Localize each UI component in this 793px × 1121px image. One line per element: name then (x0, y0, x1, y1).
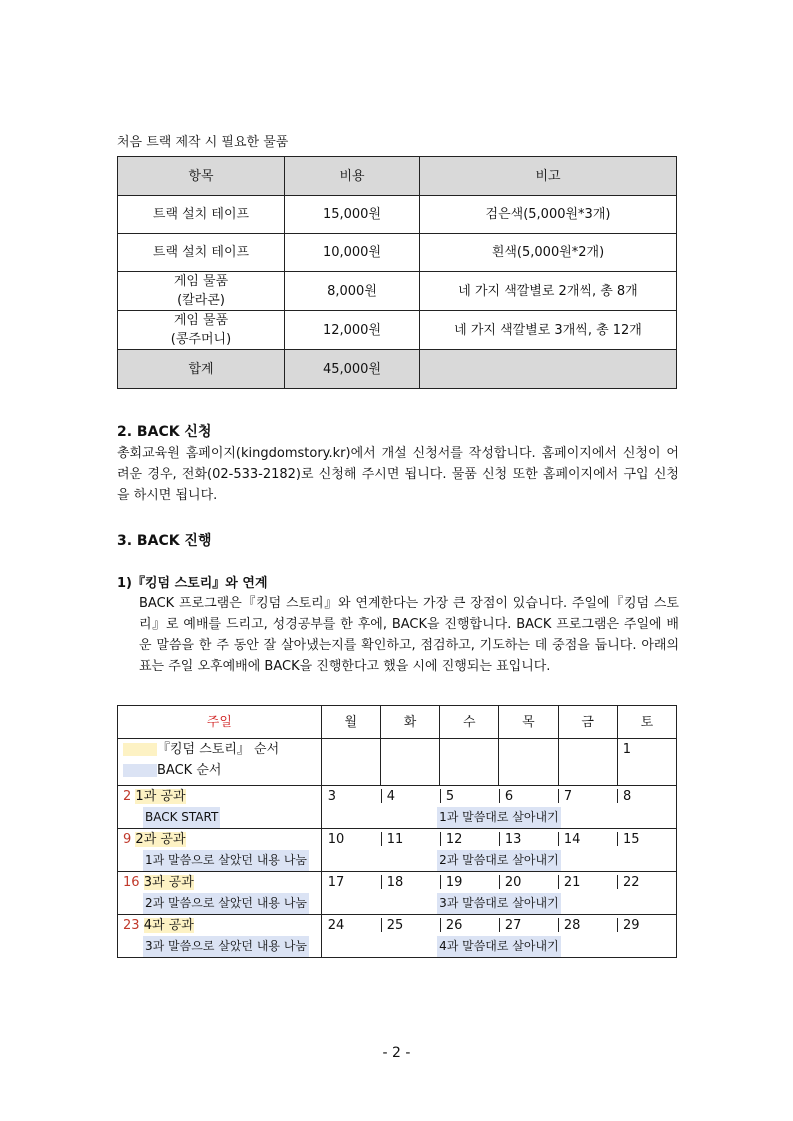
empty-cell (440, 739, 499, 786)
week-row (118, 915, 677, 958)
lesson-label: 2과 공과 (135, 832, 186, 847)
weekly-practice: 3과 말씀대로 살아내기 (437, 893, 561, 914)
section-heading-apply: 2. BACK 신청 (117, 424, 212, 440)
total-row (118, 350, 677, 389)
lesson-label: 4과 공과 (143, 918, 194, 933)
weekly-practice: 1과 말씀대로 살아내기 (437, 807, 561, 828)
table-row (118, 272, 677, 311)
header-item: 항목 (118, 157, 285, 196)
sunday-date: 2 (123, 789, 132, 804)
back-activity: BACK START (143, 807, 220, 828)
cost-cell: 12,000원 (285, 311, 420, 350)
header-monday: 월 (321, 706, 380, 739)
header-saturday: 토 (617, 706, 676, 739)
week-row (118, 786, 677, 829)
subsection-body: BACK 프로그램은『킹덤 스토리』와 연계한다는 가장 큰 장점이 있습니다. 주일에『킹덤 스토리』로 예배를 드리고, 성경공부를 한 후에, BACK을 진행합니다. BACK 프로그램은 주일에 배운 말씀을 한 주 동안 잘 살아냈는지를 확인하고, 점검하고, 기도하는 데 중점을 둡니다. 아래의 표는 주일 오후예배에 BACK을 진행한다고 했을 시에 진행되는 표입니다. (139, 596, 679, 674)
table-row (118, 196, 677, 234)
note-cell: 검은색(5,000원*3개) (420, 196, 677, 234)
item-cell: 트랙 설치 테이프 (118, 234, 285, 272)
blue-swatch (123, 764, 157, 777)
total-label: 합계 (118, 350, 285, 389)
empty-cell (499, 739, 558, 786)
item-cell: 트랙 설치 테이프 (118, 196, 285, 234)
header-sunday: 주일 (118, 706, 322, 739)
sunday-date: 9 (123, 832, 132, 847)
header-tuesday: 화 (380, 706, 439, 739)
note-cell: 네 가지 색깔별로 3개씩, 총 12개 (420, 311, 677, 350)
legend-cell (118, 739, 322, 786)
weekly-practice: 4과 말씀대로 살아내기 (437, 936, 561, 957)
legend-back: BACK 순서 (157, 763, 222, 778)
schedule-table (117, 705, 677, 958)
cost-table (117, 156, 677, 389)
section-body-apply: 총회교육원 홈페이지(kingdomstory.kr)에서 개설 신청서를 작성합니다. 홈페이지에서 신청이 어려운 경우, 전화(02-533-2182)로 신청해 주시면 됩니다. 물품 신청 또한 홈페이지에서 구입 신청을 하시면 됩니다. (117, 446, 679, 503)
section-heading-progress: 3. BACK 진행 (117, 533, 212, 549)
header-cost: 비용 (285, 157, 420, 196)
lesson-label: 1과 공과 (135, 789, 186, 804)
sunday-date: 16 (123, 875, 140, 890)
week-row (118, 872, 677, 915)
header-wednesday: 수 (440, 706, 499, 739)
weekday-cell: 10 11 12 13 14 15 2과 말씀대로 살아내기 (321, 829, 676, 872)
cost-cell: 15,000원 (285, 196, 420, 234)
sunday-cell (118, 829, 322, 872)
weekly-practice: 2과 말씀대로 살아내기 (437, 850, 561, 871)
cost-cell: 8,000원 (285, 272, 420, 311)
header-friday: 금 (558, 706, 617, 739)
weekday-cell: 17 18 19 20 21 22 3과 말씀대로 살아내기 (321, 872, 676, 915)
empty-cell (321, 739, 380, 786)
empty-cell (380, 739, 439, 786)
cost-cell: 10,000원 (285, 234, 420, 272)
item-cell: 게임 물품 (콩주머니) (118, 311, 285, 350)
saturday-date: 1 (617, 739, 676, 786)
back-activity: 3과 말씀으로 살았던 내용 나눔 (143, 936, 309, 957)
empty-cell (558, 739, 617, 786)
item-cell: 게임 물품 (칼라콘) (118, 272, 285, 311)
header-note: 비고 (420, 157, 677, 196)
back-activity: 2과 말씀으로 살았던 내용 나눔 (143, 893, 309, 914)
page-number: - 2 - (382, 1045, 411, 1061)
lesson-label: 3과 공과 (143, 875, 194, 890)
sunday-cell (118, 915, 322, 958)
yellow-swatch (123, 743, 157, 756)
sunday-cell (118, 872, 322, 915)
weekday-cell: 3 4 5 6 7 8 1과 말씀대로 살아내기 (321, 786, 676, 829)
table-caption: 처음 트랙 제작 시 필요한 물품 (117, 135, 289, 150)
week-row (118, 829, 677, 872)
total-note (420, 350, 677, 389)
legend-row (118, 739, 677, 786)
cost-table-header (118, 157, 677, 196)
header-thursday: 목 (499, 706, 558, 739)
back-activity: 1과 말씀으로 살았던 내용 나눔 (143, 850, 309, 871)
table-row (118, 311, 677, 350)
sunday-cell (118, 786, 322, 829)
subsection-heading: 1)『킹덤 스토리』와 연계 (117, 576, 268, 591)
weekday-cell: 24 25 26 27 28 29 4과 말씀대로 살아내기 (321, 915, 676, 958)
total-cost: 45,000원 (285, 350, 420, 389)
table-row (118, 234, 677, 272)
legend-kingdom: 『킹덤 스토리』 순서 (157, 742, 280, 757)
note-cell: 네 가지 색깔별로 2개씩, 총 8개 (420, 272, 677, 311)
sunday-date: 23 (123, 918, 140, 933)
note-cell: 흰색(5,000원*2개) (420, 234, 677, 272)
schedule-header (118, 706, 677, 739)
